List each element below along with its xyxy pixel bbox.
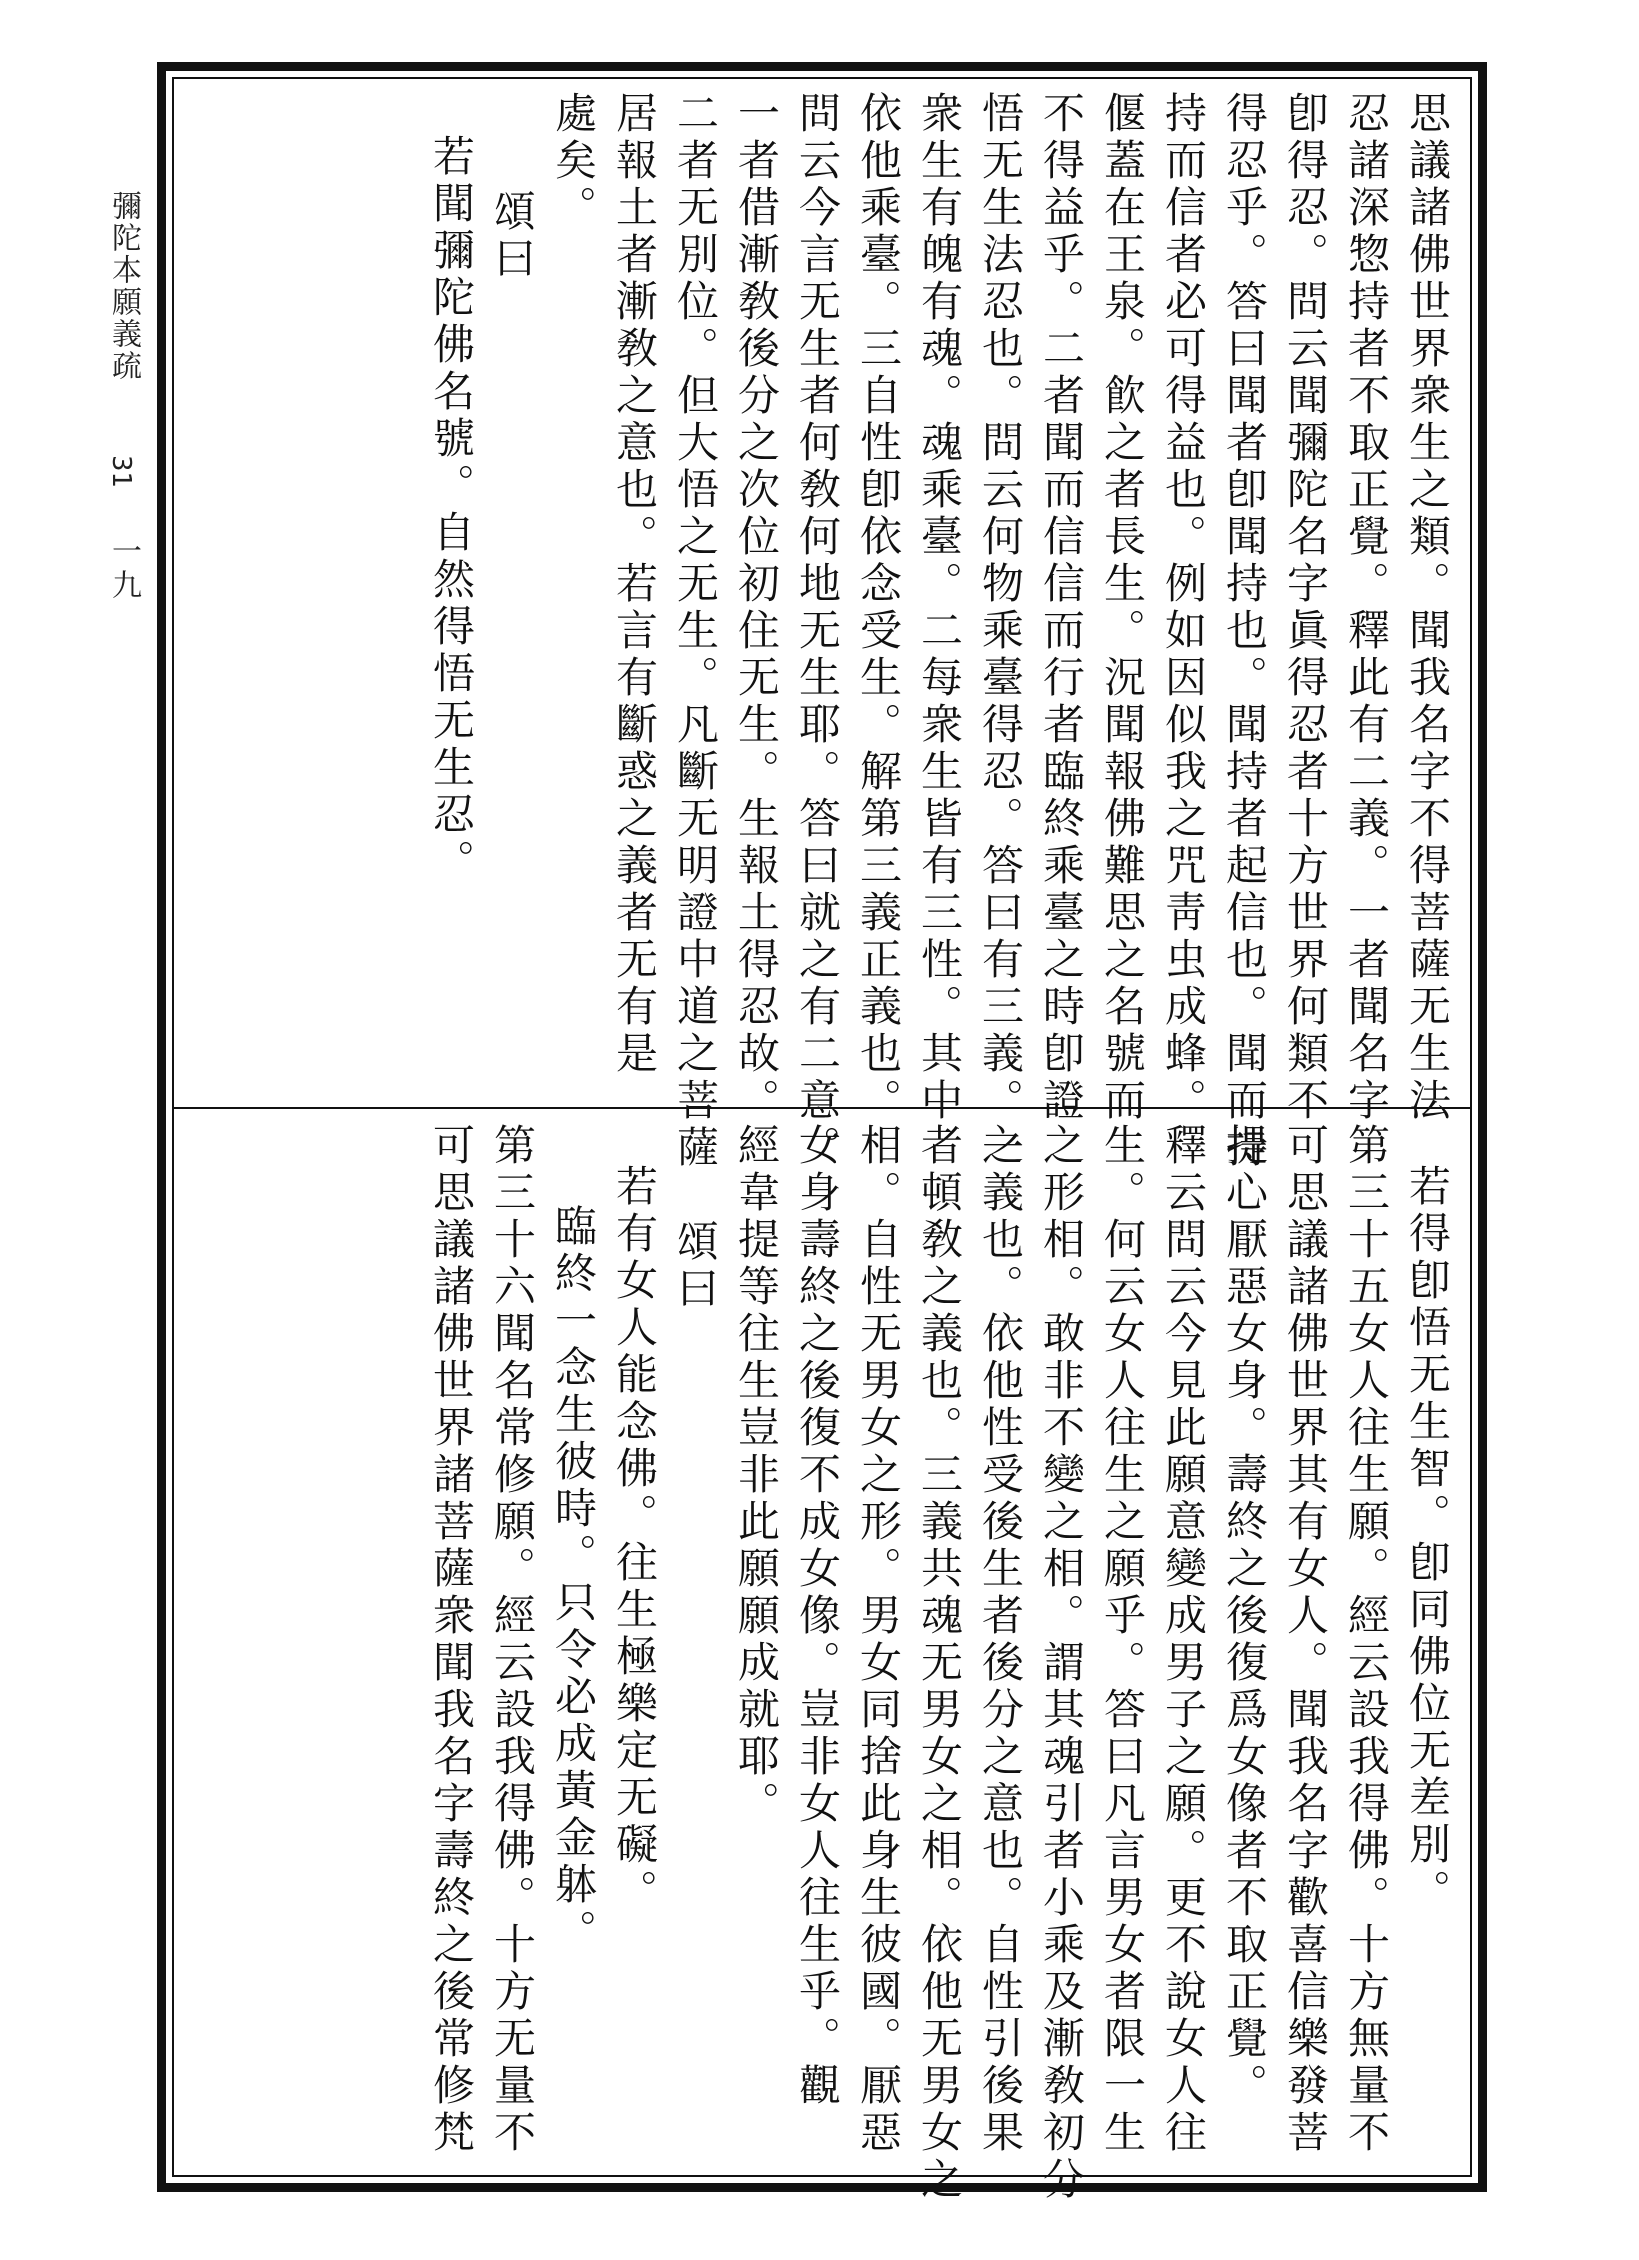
verse-line: 臨終一念生彼時。只令必成黃金躰。 [549, 1204, 598, 1956]
text-column: 可思議諸佛世界諸菩薩衆聞我名字壽終之後常修梵 [427, 1123, 476, 2157]
text-column: 可思議諸佛世界其有女人。聞我名字歡喜信樂發菩 [1281, 1123, 1330, 2157]
text-column: 居報土者漸敎之意也。若言有斷惑之義者无有是 [610, 91, 659, 1078]
verse-heading: 頌曰 [671, 1219, 720, 1313]
page-frame [157, 62, 1487, 2204]
text-column: 提心厭惡女身。壽終之後復爲女像者不取正覺。 [1220, 1123, 1269, 2110]
text-column: 持而信者必可得益也。例如因似我之咒靑虫成蜂。 [1159, 91, 1208, 1125]
text-column: 衆生有魄有魂。魂乘臺。二每衆生皆有三性。其中 [915, 91, 964, 1125]
text-column: 之形相。敢非不變之相。謂其魂引者小乘及漸敎初分 [1037, 1123, 1086, 2204]
text-column: 問云今言无生者何敎何地无生耶。答曰就之有二意。 [793, 91, 842, 1172]
page-number: 31 [106, 455, 136, 489]
text-column: 生。何云女人往生之願乎。答曰凡言男女者限一生 [1098, 1123, 1147, 2157]
book-title: 彌陀本願義疏 [106, 190, 141, 382]
top-text-block [174, 79, 1470, 1172]
text-column: 偃蓋在王泉。飮之者長生。況聞報佛難思之名號而 [1098, 91, 1147, 1125]
text-column: 釋云問云今見此願意變成男子之願。更不說女人往 [1159, 1123, 1208, 2157]
text-column: 相。自性无男女之形。男女同捨此身生彼國。厭惡 [854, 1123, 903, 2157]
verse-line: 若有女人能念佛。往生極樂定无礙。 [610, 1164, 659, 1916]
text-column: 忍諸深惣持者不取正覺。釋此有二義。一者聞名字 [1342, 91, 1391, 1125]
text-column: 一者借漸敎後分之次位初住无生。生報土得忍故。 [732, 91, 781, 1125]
text-column: 不得益乎。二者聞而信信而行者臨終乘臺之時卽證 [1037, 91, 1086, 1125]
verse-heading: 頌曰 [488, 189, 537, 283]
text-column: 二者无別位。但大悟之无生。凡斷无明證中道之菩薩 [671, 91, 720, 1172]
verse-line: 若聞彌陀佛名號。自然得悟无生忍。 [427, 134, 476, 886]
verse-line: 若得卽悟无生智。卽同佛位无差別。 [1403, 1164, 1452, 1916]
text-column: 得忍乎。答曰聞者卽聞持也。聞持者起信也。聞而持 [1220, 91, 1269, 1172]
text-column: 第三十六聞名常修願。經云設我得佛。十方无量不 [488, 1123, 537, 2157]
text-column: 處矣。 [549, 91, 598, 232]
text-column: 第三十五女人往生願。經云設我得佛。十方無量不 [1342, 1123, 1391, 2157]
text-column: 女身壽終之後復不成女像。豈非女人往生乎。觀 [793, 1123, 842, 2110]
text-column: 思議諸佛世界衆生之類。聞我名字不得菩薩无生法 [1403, 91, 1452, 1125]
page-inner-border [172, 77, 1472, 2204]
leaf-number: 一九 [106, 535, 141, 603]
text-column: 卽得忍。問云聞彌陀名字眞得忍者十方世界何類不 [1281, 91, 1330, 1125]
bottom-text-block [174, 1109, 1470, 2204]
text-column: 經韋提等往生豈非此願願成就耶。 [732, 1123, 781, 1828]
text-column: 依他乘臺。三自性卽依念受生。解第三義正義也。 [854, 91, 903, 1125]
text-column: 之義也。依他性受後生者後分之意也。自性引後果 [976, 1123, 1025, 2157]
text-column: 者頓敎之義也。三義共魂无男女之相。依他无男女之 [915, 1123, 964, 2204]
text-column: 悟无生法忍也。問云何物乘臺得忍。答曰有三義。一 [976, 91, 1025, 1172]
